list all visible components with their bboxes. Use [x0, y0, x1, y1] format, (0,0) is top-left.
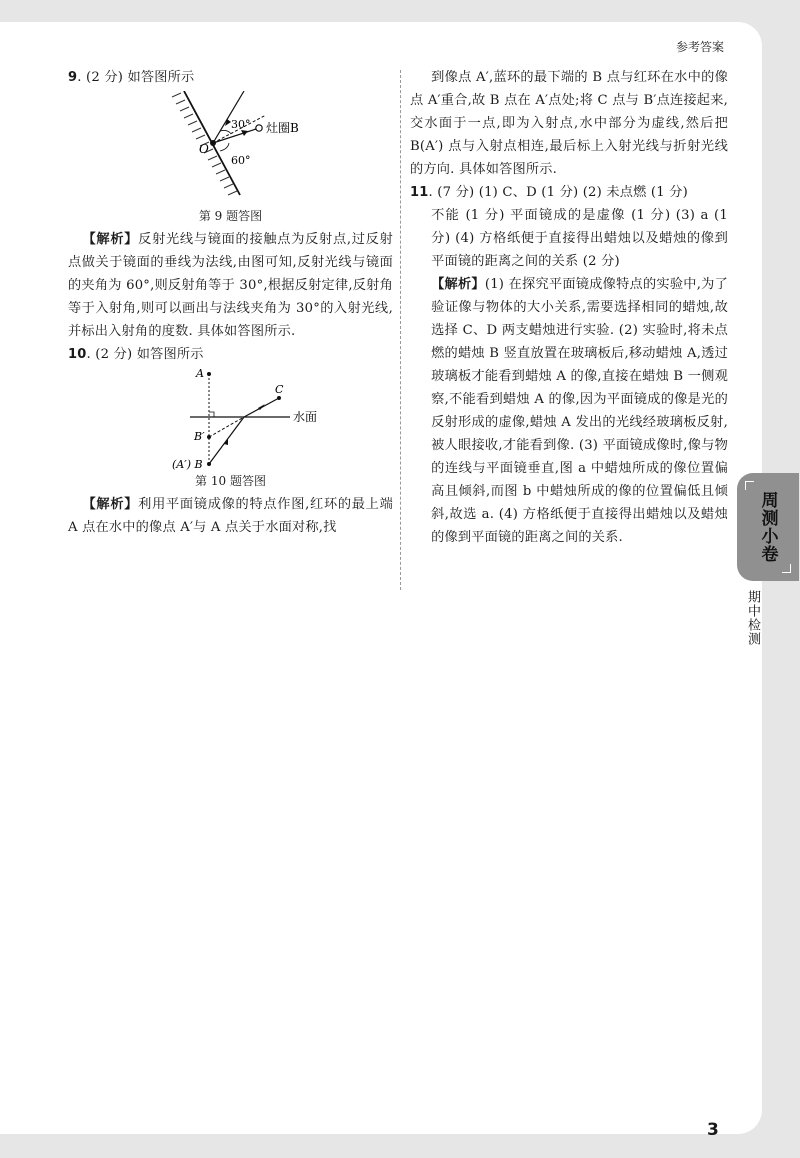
- side-tab-label: 周测小卷: [757, 491, 778, 563]
- side-section-label: 期中检测: [745, 590, 760, 646]
- page: [0, 22, 762, 1140]
- q10-analysis-right: 到像点 A′,蓝环的最下端的 B 点与红环在水中的像点 A′重合,故 B 点在 A′点处;将 C 点与 B′点连接起来,交水面于一点,即为入射点,水中部分为虚线,然后把 B(A′) 点与入射点相连,最后标上入射光线与折射光线的方向. 具体如答图所示.: [410, 70, 728, 177]
- right-angle-mark: [209, 412, 214, 417]
- q10-analysis-tag: 【解析】: [82, 497, 139, 512]
- angle-60-label: 60°: [231, 154, 251, 167]
- q9-diagram: [68, 91, 393, 207]
- point-b-label: 灶圈B: [266, 121, 299, 135]
- q9-number: 9: [68, 70, 78, 85]
- virtual-extension: [209, 417, 244, 437]
- q10-head-text: . (2 分) 如答图所示: [86, 347, 204, 362]
- point-o-label: O: [199, 142, 209, 156]
- label-water: 水面: [293, 410, 318, 424]
- label-b-prime: B′: [194, 430, 205, 443]
- q10-caption: 第 10 题答图: [195, 474, 266, 488]
- tab-bracket-top: [745, 481, 754, 490]
- q9-analysis-tag: 【解析】: [82, 232, 139, 247]
- q9-heading: [68, 66, 393, 89]
- label-a: A: [196, 368, 204, 380]
- q10-figure: [68, 368, 393, 472]
- q11-analysis-tag: 【解析】: [431, 277, 485, 292]
- page-number: 3: [707, 1120, 719, 1140]
- column-divider: [400, 70, 401, 590]
- left-column: [68, 66, 393, 539]
- angle-arc-30: [220, 130, 231, 134]
- q11-answers: 不能 (1 分) 平面镜成的是虚像 (1 分) (3) a (1 分) (4) 方格纸便于直接得出蜡烛以及蜡烛的像到平面镜的距离之间的关系 (2 分): [431, 208, 728, 269]
- tab-bracket-bottom: [782, 564, 791, 573]
- header-label: 参考答案: [675, 40, 724, 54]
- q10-number: 10: [68, 347, 87, 362]
- q10-analysis-left: [68, 493, 393, 539]
- q10-heading: [68, 343, 393, 366]
- q11-number: 11: [410, 185, 429, 200]
- label-ab: (A′) B: [172, 458, 203, 471]
- q9-analysis-text: 反射光线与镜面的接触点为反射点,过反射点做关于镜面的垂线为法线,由图可知,反射光线与镜面的夹角为 60°,则反射角等于 30°,根据反射定律,反射角等于入射角,则可以画出与法线夹角为 30°的入射光线,并标出入射角的度数. 具体如答图所示.: [68, 232, 393, 339]
- angle-arc-60: [220, 143, 229, 151]
- point-c: [277, 396, 281, 400]
- angle-30-label: 30°: [231, 118, 251, 131]
- q9-caption: 第 9 题答图: [198, 209, 263, 223]
- side-tab[interactable]: [737, 473, 799, 581]
- q9-analysis: [68, 228, 393, 343]
- point-a: [207, 372, 211, 376]
- q10-diagram: [68, 368, 393, 472]
- q11-analysis-text: (1) 在探究平面镜成像特点的实验中,为了验证像与物体的大小关系,需要选择相同的蜡烛,故选择 C、D 两支蜡烛进行实验. (2) 实验时,将未点燃的蜡烛 B 竖直放置在玻璃板后,移动蜡烛 A,透过玻璃板才能看到蜡烛 A 的像,直接在蜡烛 B 一侧观察,不能看到蜡烛 A 的像,因为平面镜成的像是光的反射形成的虚像,蜡烛 A 发出的光线经玻璃板反射,被人眼接收,才能看到像. (3) 平面镜成像时,像与物的连线与平面镜垂直,图 a 中蜡烛所成的像位置偏高且倾斜,而图 b 中蜡烛所成的像的位置偏低且倾斜,故选 a. (4) 方格纸便于直接得出蜡烛以及蜡烛的像到平面镜的距离之间的关系.: [431, 277, 728, 545]
- q10-analysis-text-left: 利用平面镜成像的特点作图,红环的最上端 A 点在水中的像点 A′与 A 点关于水面对称,找: [68, 497, 393, 535]
- q11-head-text: . (7 分) (1) C、D (1 分) (2) 未点燃 (1 分): [428, 185, 688, 200]
- q11-analysis: [410, 273, 728, 549]
- q9-head-text: . (2 分) 如答图所示: [77, 70, 195, 85]
- q11-heading: [410, 181, 728, 204]
- right-column: [410, 66, 728, 549]
- reflection-point: [210, 140, 216, 146]
- incident-arrow-10: [224, 438, 228, 445]
- q9-figure: [68, 91, 393, 207]
- label-c: C: [275, 383, 284, 396]
- stove-ring-point: [256, 125, 262, 131]
